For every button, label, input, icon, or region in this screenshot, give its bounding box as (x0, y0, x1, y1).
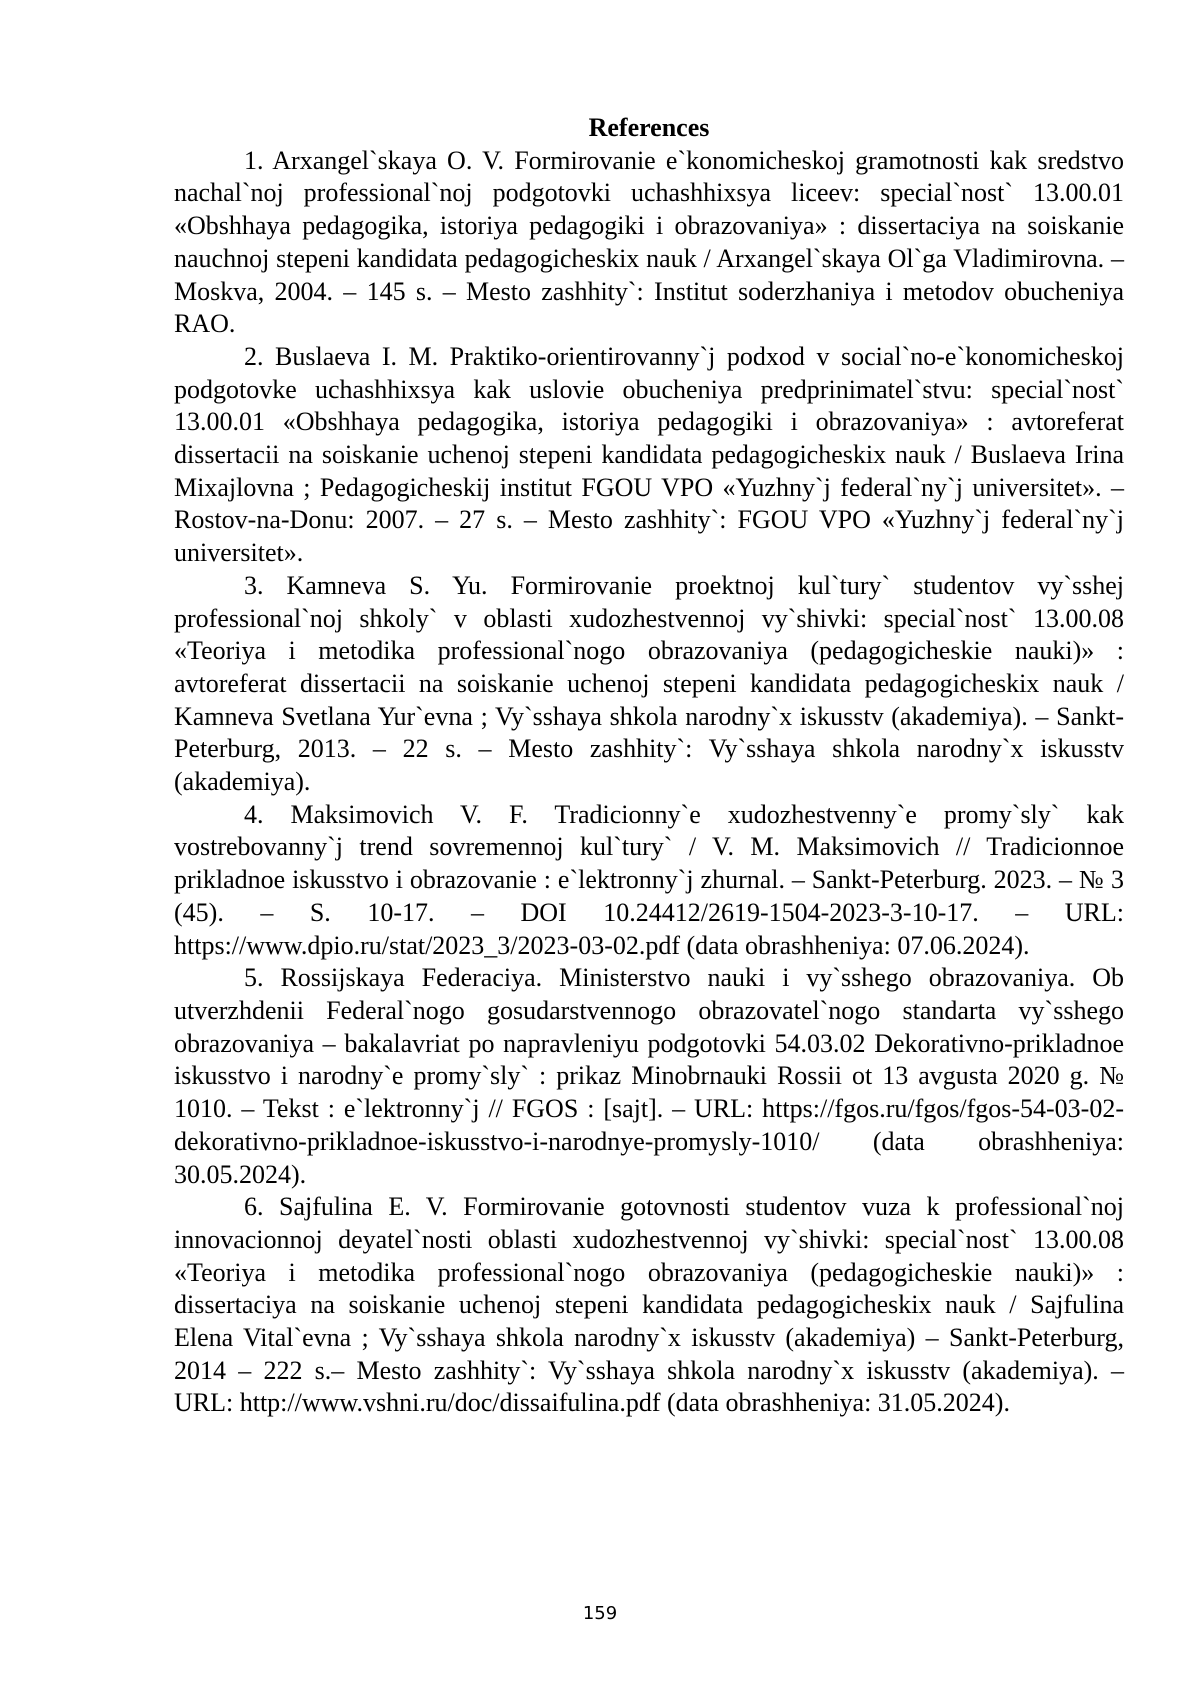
reference-item-4: 4. Maksimovich V. F. Tradicionny`e xudozhestvenny`e promy`sly` kak vostrebovanny`j trend sovremennoj kul`tury` / V. M. Maksimovich // Tradicionnoe prikladnoe iskusstvo i obrazovanie : e`lektronny`j zhurnal. – Sankt-Peterburg. 2023. – № 3 (45). – S. 10-17. – DOI 10.24412/2619-1504-2023-3-10-17. – URL: https://www.dpio.ru/stat/2023_3/2023-03-02.pdf (data obrashheniya: 07.06.2024). (174, 799, 1124, 960)
reference-item-2: 2. Buslaeva I. M. Praktiko-orientirovanny`j podxod v social`no-e`konomicheskoj podgotovke uchashhixsya kak uslovie obucheniya predprinimatel`stvu: special`nost` 13.00.01 «Obshhaya pedagogika, istoriya pedagogiki i obrazovaniya» : avtoreferat dissertacii na soiskanie uchenoj stepeni kandidata pedagogicheskix nauk / Buslaeva Irina Mixajlovna ; Pedagogicheskij institut FGOU VPO «Yuzhny`j federal`ny`j universitet». – Rostov-na-Donu: 2007. – 27 s. – Mesto zashhity`: FGOU VPO «Yuzhny`j federal`ny`j universitet». (174, 341, 1124, 568)
reference-item-1: 1. Arxangel`skaya O. V. Formirovanie e`konomicheskoj gramotnosti kak sredstvo nachal`noj professional`noj podgotovki uchashhixsya liceev: special`nost` 13.00.01 «Obshhaya pedagogika, istoriya pedagogiki i obrazovaniya» : dissertaciya na soiskanie nauchnoj stepeni kandidata pedagogicheskix nauk / Arxangel`skaya Ol`ga Vladimirovna. – Moskva, 2004. – 145 s. – Mesto zashhity`: Institut soderzhaniya i metodov obucheniya RAO. (174, 145, 1124, 339)
page-number: 159 (582, 1603, 618, 1624)
reference-item-5: 5. Rossijskaya Federaciya. Ministerstvo nauki i vy`sshego obrazovaniya. Ob utverzhdenii Federal`nogo gosudarstvennogo obrazovatel`nogo standarta vy`sshego obrazovaniya – bakalavriat po napravleniyu podgotovki 54.03.02 Dekorativno-prikladnoe iskusstvo i narodny`e promy`sly` : prikaz Minobrnauki Rossii ot 13 avgusta 2020 g. № 1010. – Tekst : e`lektronny`j // FGOS : [sajt]. – URL: https://fgos.ru/fgos/fgos-54-03-02-dekorativno-prikladnoe-iskusstvo-i-narodnye-promysly-1010/ (data obrashheniya: 30.05.2024). (174, 963, 1124, 1189)
reference-item-3: 3. Kamneva S. Yu. Formirovanie proektnoj kul`tury` studentov vy`sshej professional`noj shkoly` v oblasti xudozhestvennoj vy`shivki: special`nost` 13.00.08 «Teoriya i metodika professional`nogo obrazovaniya (pedagogicheskie nauki)» : avtoreferat dissertacii na soiskanie uchenoj stepeni kandidata pedagogicheskix nauk / Kamneva Svetlana Yur`evna ; Vy`sshaya shkola narodny`x iskusstv (akademiya). – Sankt-Peterburg, 2013. – 22 s. – Mesto zashhity`: Vy`sshaya shkola narodny`x iskusstv (akademiya). (174, 570, 1124, 797)
reference-item-6: 6. Sajfulina E. V. Formirovanie gotovnosti studentov vuza k professional`noj innovacionnoj deyatel`nosti oblasti xudozhestvennoj vy`shivki: special`nost` 13.00.08 «Teoriya i metodika professional`nogo obrazovaniya (pedagogicheskie nauki)» : dissertaciya na soiskanie uchenoj stepeni kandidata pedagogicheskix nauk / Sajfulina Elena Vital`evna ; Vy`sshaya shkola narodny`x iskusstv (akademiya) – Sankt-Peterburg, 2014 – 222 s.– Mesto zashhity`: Vy`sshaya shkola narodny`x iskusstv (akademiya). – URL: http://www.vshni.ru/doc/dissaifulina.pdf (data obrashheniya: 31.05.2024). (174, 1192, 1124, 1418)
references-heading: References (588, 113, 710, 142)
references-page (174, 112, 1124, 1420)
